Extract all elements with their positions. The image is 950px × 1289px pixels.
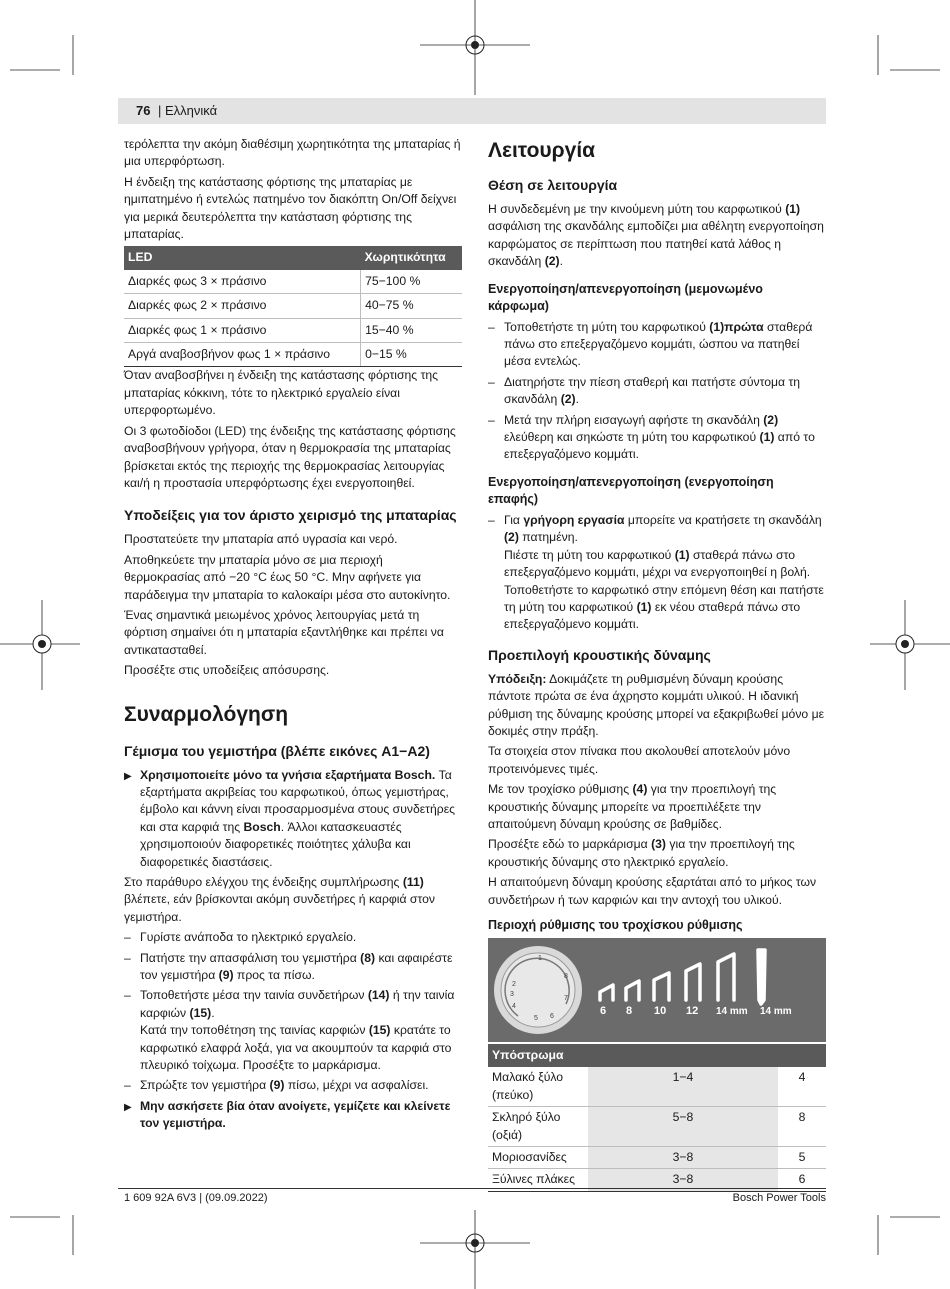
subsection-heading: Ενεργοποίηση/απενεργοποίηση (ενεργοποίηση επαφής) — [488, 474, 774, 506]
subsection-heading: Ενεργοποίηση/απενεργοποίηση (μεμονωμένο κάρφωμα) — [488, 281, 763, 313]
staple-labels — [600, 1005, 792, 1017]
staple-label: 14 mm — [760, 1006, 792, 1017]
paragraph: Η απαιτούμενη δύναμη κρούσης εξαρτάται από το μήκος των συνδετήρων ή των καρφιών και την αντοχή του υλικού. — [488, 875, 817, 907]
staple-label: 14 mm — [716, 1006, 748, 1017]
paragraph: Ένας σημαντικά μειωμένος χρόνος λειτουργίας μετά τη φόρτιση σημαίνει ότι η μπαταρία εξαντλήθηκε και πρέπει να αντικατασταθεί. — [124, 607, 444, 657]
staple-icons — [600, 950, 765, 1004]
registration-mark-right — [870, 600, 950, 690]
dial-number: 1 — [538, 955, 542, 962]
dial-number: 8 — [564, 973, 568, 980]
section-heading: Προεπιλογή κρουστικής δύναμης — [488, 646, 711, 663]
table-cell: 1−4 — [588, 1067, 778, 1106]
table-row — [488, 1067, 826, 1106]
adjustment-range-graphic — [488, 938, 826, 1042]
table-cell: Διαρκές φως 1 × πράσινο — [124, 318, 361, 342]
staple-label: 10 — [654, 1005, 667, 1017]
footer-brand: Bosch Power Tools — [732, 1192, 826, 1204]
substrate-table-header: Υπόστρωμα — [488, 1044, 826, 1067]
list-item: – Τοποθετήστε μέσα την ταινία συνδετήρων (14) ή την ταινία καρφιών (15). Κατά την τοποθέτηση της ταινίας καρφιών (15) κρατάτε το καρφωτικό ελαφρά λοξά, για να ακουμπούν τα καρφιά στο πλευρικό τοίχωμα. Προσέξτε το μαρκάρισμα. — [124, 987, 462, 1074]
list-item: – Διατηρήστε την πίεση σταθερή και πατήστε σύντομα τη σκανδάλη (2). — [488, 374, 826, 409]
paragraph: Με τον τροχίσκο ρύθμισης (4) για την προεπιλογή της κρουστικής δύναμης μπορείτε να προεπιλέξετε την απαιτούμενη δύναμη κρούσης σε βαθμίδες. — [488, 782, 777, 831]
language-label: | Ελληνικά — [158, 103, 218, 118]
paragraph: Οι 3 φωτοδίοδοι (LED) της ένδειξης της κατάστασης φόρτισης αναβοσβήνουν γρήγορα, όταν η θερμοκρασία της μπαταρίας βρίσκεται εκτός της περιοχής της θερμοκρασίας λειτουργίας και/ή η προστασία υπερφόρτωσης έχει ενεργοποιηθεί. — [124, 423, 456, 490]
table-cell: Σκληρό ξύλο (οξιά) — [488, 1107, 588, 1147]
staple-14-icon — [718, 954, 734, 1000]
nail-14-icon — [758, 950, 765, 1004]
staple-label: 6 — [600, 1005, 607, 1017]
dial-number: 5 — [534, 1015, 538, 1022]
list-item: – Τοποθετήστε τη μύτη του καρφωτικού (1)πρώτα σταθερά πάνω στο επεξεργαζόμενο κομμάτι, ώσπου να πατηθεί μέσα εντελώς. — [488, 319, 826, 371]
list-item: – Πατήστε την απασφάλιση του γεμιστήρα (8) και αφαιρέστε τον γεμιστήρα (9) προς τα πίσω. — [124, 950, 462, 985]
table-row — [488, 1107, 826, 1147]
paragraph: Στο παράθυρο ελέγχου της ένδειξης συμπλήρωσης (11) βλέπετε, εάν βρίσκονται ακόμη συνδετήρες ή καρφιά στον γεμιστήρα. — [124, 875, 435, 924]
subsection-heading: Περιοχή ρύθμισης του τροχίσκου ρύθμισης — [488, 918, 743, 932]
table-cell: Ξύλινες πλάκες — [488, 1169, 588, 1191]
table-cell: 5 — [778, 1147, 826, 1169]
table-row — [124, 343, 462, 367]
table-cell: Διαρκές φως 3 × πράσινο — [124, 270, 361, 294]
staple-6-icon — [600, 985, 613, 1000]
warning-item: ▶ Χρησιμοποιείτε μόνο τα γνήσια εξαρτήματα Bosch. Τα εξαρτήματα ακριβείας του καρφωτικού, όπως γεμιστήρας, έμβολο και κάννη είναι προσαρμοσμένα στους συνδετήρες και στα καρφιά της Bosch. Άλλοι κατασκευαστές χρησιμοποιούν διαφορετικές ποιότητες χάλυβα και διαφορετικές διαστάσεις. — [124, 767, 462, 871]
page-number: 76 — [136, 103, 151, 118]
paragraph: Τα στοιχεία στον πίνακα που ακολουθεί αποτελούν μόνο προτεινόμενες τιμές. — [488, 744, 791, 776]
paragraph: Αποθηκεύετε την μπαταρία μόνο σε μια περιοχή θερμοκρασίας από −20 °C έως 50 °C. Μην αφήνετε για παράδειγμα την μπαταρία το καλοκαίρι μέσα στο αυτοκίνητο. — [124, 552, 451, 602]
table-row — [124, 318, 462, 342]
table-cell: 75−100 % — [361, 270, 462, 294]
table-cell: 6 — [778, 1169, 826, 1191]
table-header: LED — [124, 246, 361, 269]
paragraph: Η συνδεδεμένη με την κινούμενη μύτη του καρφωτικού (1) ασφάλιση της σκανδάλης εμποδίζει μια αθέλητη ενεργοποίηση καρφώματος σε περίπτωση που πατηθεί κατά λάθος η σκανδάλη (2). — [488, 202, 824, 269]
paragraph: Όταν αναβοσβήνει η ένδειξη της κατάστασης φόρτισης της μπαταρίας κόκκινη, τότε το ηλεκτρικό εργαλείο είναι υπερφορτωμένο. — [124, 368, 439, 418]
paragraph: Προσέξτε εδώ το μαρκάρισμα (3) για την προεπιλογή της κρουστικής δύναμης στο ηλεκτρικό εργαλείο. — [488, 837, 795, 869]
led-capacity-table — [124, 246, 462, 367]
table-cell: Αργά αναβοσβήνον φως 1 × πράσινο — [124, 343, 361, 367]
section-heading: Γέμισμα του γεμιστήρα (βλέπε εικόνες A1−A2) — [124, 742, 430, 759]
staple-8-icon — [626, 981, 639, 1000]
paragraph: Η ένδειξη της κατάστασης φόρτισης της μπαταρίας με ημιπατημένο ή εντελώς πατημένο τον διακόπτη On/Off δείχνει για μερικά δευτερόλεπτα την κατάσταση φόρτισης της μπαταρίας. — [124, 174, 457, 242]
table-cell: 0−15 % — [361, 343, 462, 367]
dial-number: 4 — [512, 1003, 516, 1010]
chapter-heading: Συναρμολόγηση — [124, 702, 289, 726]
staple-12-icon — [686, 964, 700, 1000]
substrate-table — [488, 1067, 826, 1191]
chapter-heading: Λειτουργία — [488, 139, 596, 162]
table-row — [488, 1147, 826, 1169]
table-cell: 3−8 — [588, 1147, 778, 1169]
table-cell: Μαλακό ξύλο (πεύκο) — [488, 1067, 588, 1106]
paragraph: Προσέξτε στις υποδείξεις απόσυρσης. — [124, 663, 330, 678]
registration-mark-top — [420, 0, 530, 95]
section-heading: Υποδείξεις για τον άριστο χειρισμό της μπαταρίας — [124, 507, 457, 524]
dial-number: 3 — [510, 991, 514, 998]
footer-divider — [118, 1188, 826, 1189]
page-header — [118, 98, 826, 124]
table-row — [124, 270, 462, 294]
list-item: – Σπρώξτε τον γεμιστήρα (9) πίσω, μέχρι να ασφαλίσει. — [124, 1077, 462, 1094]
table-cell: Μοριοσανίδες — [488, 1147, 588, 1169]
left-column — [124, 136, 462, 1136]
table-cell: 3−8 — [588, 1169, 778, 1191]
registration-mark-left — [0, 600, 80, 690]
paragraph: Υπόδειξη: Δοκιμάζετε τη ρυθμισμένη δύναμη κρούσης πάντοτε πρώτα σε ένα άχρηστο κομμάτι υλικού. Η ιδανική ρύθμιση της δύναμης κρούσης μπορεί να εξακριβωθεί μόνο με δοκιμές στην πράξη. — [488, 671, 825, 738]
warning-item: ▶ Μην ασκήσετε βία όταν ανοίγετε, γεμίζετε και κλείνετε τον γεμιστήρα. — [124, 1098, 462, 1133]
staple-label: 12 — [686, 1005, 699, 1017]
list-item: – Μετά την πλήρη εισαγωγή αφήστε τη σκανδάλη (2) ελεύθερη και σηκώστε τη μύτη του καρφωτικού (1) από το επεξεργαζόμενο κομμάτι. — [488, 412, 826, 464]
paragraph: τερόλεπτα την ακόμη διαθέσιμη χωρητικότητα της μπαταρίας ή μια υπερφόρτωση. — [124, 137, 461, 169]
dial-and-staples-illustration — [488, 938, 826, 1042]
dial-inner — [501, 953, 575, 1027]
dial-number: 7 — [564, 995, 568, 1002]
document-code: 1 609 92A 6V3 | (09.09.2022) — [124, 1192, 268, 1204]
table-row — [124, 294, 462, 318]
table-cell: 8 — [778, 1107, 826, 1147]
paragraph: Προστατεύετε την μπαταρία από υγρασία και νερό. — [124, 532, 398, 547]
list-item: – Γυρίστε ανάποδα το ηλεκτρικό εργαλείο. — [124, 929, 462, 946]
dial-number: 6 — [550, 1013, 554, 1020]
table-cell: 5−8 — [588, 1107, 778, 1147]
registration-mark-bottom — [420, 1210, 530, 1289]
table-cell: 40−75 % — [361, 294, 462, 318]
table-cell: 4 — [778, 1067, 826, 1106]
section-heading: Θέση σε λειτουργία — [488, 177, 618, 193]
list-item: – Για γρήγορη εργασία μπορείτε να κρατήσετε τη σκανδάλη (2) πατημένη. Πιέστε τη μύτη του καρφωτικού (1) σταθερά πάνω στο επεξεργαζόμενο κομμάτι, μέχρι να ενεργοποιηθεί η βολή. Τοποθετήστε το καρφωτικό στην επόμενη θέση και πατήστε τη μύτη του καρφωτικού (1) εκ νέου σταθερά πάνω στο επεξεργαζόμενο κομμάτι. — [488, 512, 826, 634]
staple-label: 8 — [626, 1005, 633, 1017]
staple-10-icon — [654, 973, 669, 1000]
dial-number: 2 — [512, 981, 516, 988]
table-cell: Διαρκές φως 2 × πράσινο — [124, 294, 361, 318]
right-column — [488, 136, 826, 1192]
table-header: Χωρητικότητα — [361, 246, 462, 269]
table-cell: 15−40 % — [361, 318, 462, 342]
